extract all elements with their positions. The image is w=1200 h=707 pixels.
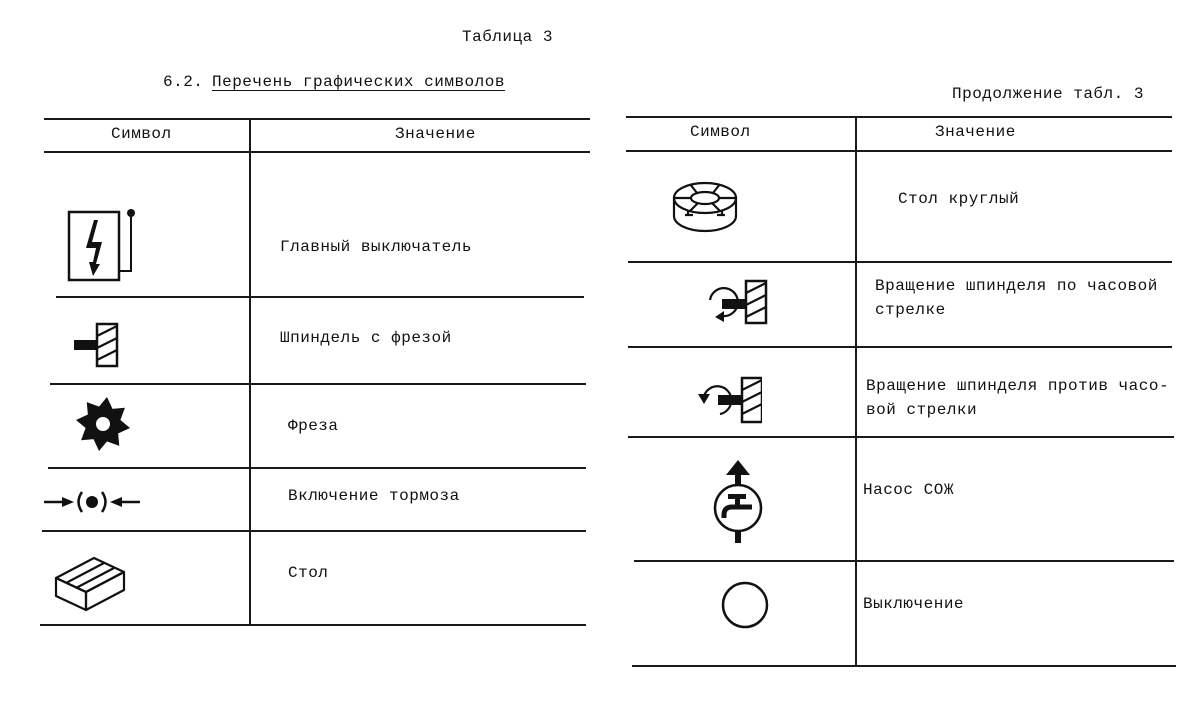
main-switch-icon — [66, 208, 138, 284]
row-rule — [628, 261, 1172, 263]
row-meaning: Выключение — [863, 595, 965, 613]
rotary-table-icon — [672, 180, 738, 236]
header-meaning: Значение — [395, 125, 476, 143]
column-divider — [249, 118, 251, 624]
row-meaning: Стол круглый — [898, 190, 1020, 208]
table-icon — [54, 554, 128, 614]
row-rule — [628, 346, 1172, 348]
row-meaning-line-1: Вращение шпинделя по часовой — [875, 277, 1158, 295]
spindle-counterclockwise-icon — [696, 376, 762, 426]
header-bottom-rule — [626, 150, 1172, 152]
section-title: Перечень графических символов — [212, 73, 505, 91]
row-meaning: Фреза — [288, 417, 339, 435]
row-meaning: Стол — [288, 564, 329, 582]
row-meaning: Насос СОЖ — [863, 481, 954, 499]
row-meaning-line-2: стрелке — [875, 301, 946, 319]
milling-cutter-icon — [75, 396, 131, 452]
table-top-rule — [44, 118, 590, 120]
row-rule — [628, 436, 1174, 438]
row-rule — [48, 467, 586, 469]
coolant-pump-icon — [710, 458, 766, 546]
row-meaning: Шпиндель с фрезой — [280, 329, 452, 347]
header-bottom-rule — [44, 151, 590, 153]
row-rule — [56, 296, 584, 298]
off-circle-icon — [720, 580, 770, 630]
row-meaning: Главный выключатель — [280, 238, 472, 256]
table-bottom-rule — [40, 624, 586, 626]
spindle-clockwise-icon — [704, 278, 770, 328]
brake-engage-icon — [42, 487, 142, 517]
continuation-label: Продолжение табл. 3 — [952, 85, 1144, 103]
header-symbol: Символ — [690, 123, 751, 141]
row-rule — [42, 530, 586, 532]
row-rule — [634, 560, 1174, 562]
row-meaning: Включение тормоза — [288, 487, 460, 505]
table-bottom-rule — [632, 665, 1176, 667]
row-meaning-line-1: Вращение шпинделя против часо- — [866, 377, 1170, 395]
section-number: 6.2. — [163, 73, 204, 91]
spindle-with-cutter-icon — [72, 322, 122, 370]
table-top-rule — [626, 116, 1172, 118]
row-meaning-line-2: вой стрелки — [866, 401, 978, 419]
table-label: Таблица 3 — [462, 28, 553, 46]
header-symbol: Символ — [111, 125, 172, 143]
row-rule — [50, 383, 586, 385]
header-meaning: Значение — [935, 123, 1016, 141]
column-divider — [855, 116, 857, 666]
